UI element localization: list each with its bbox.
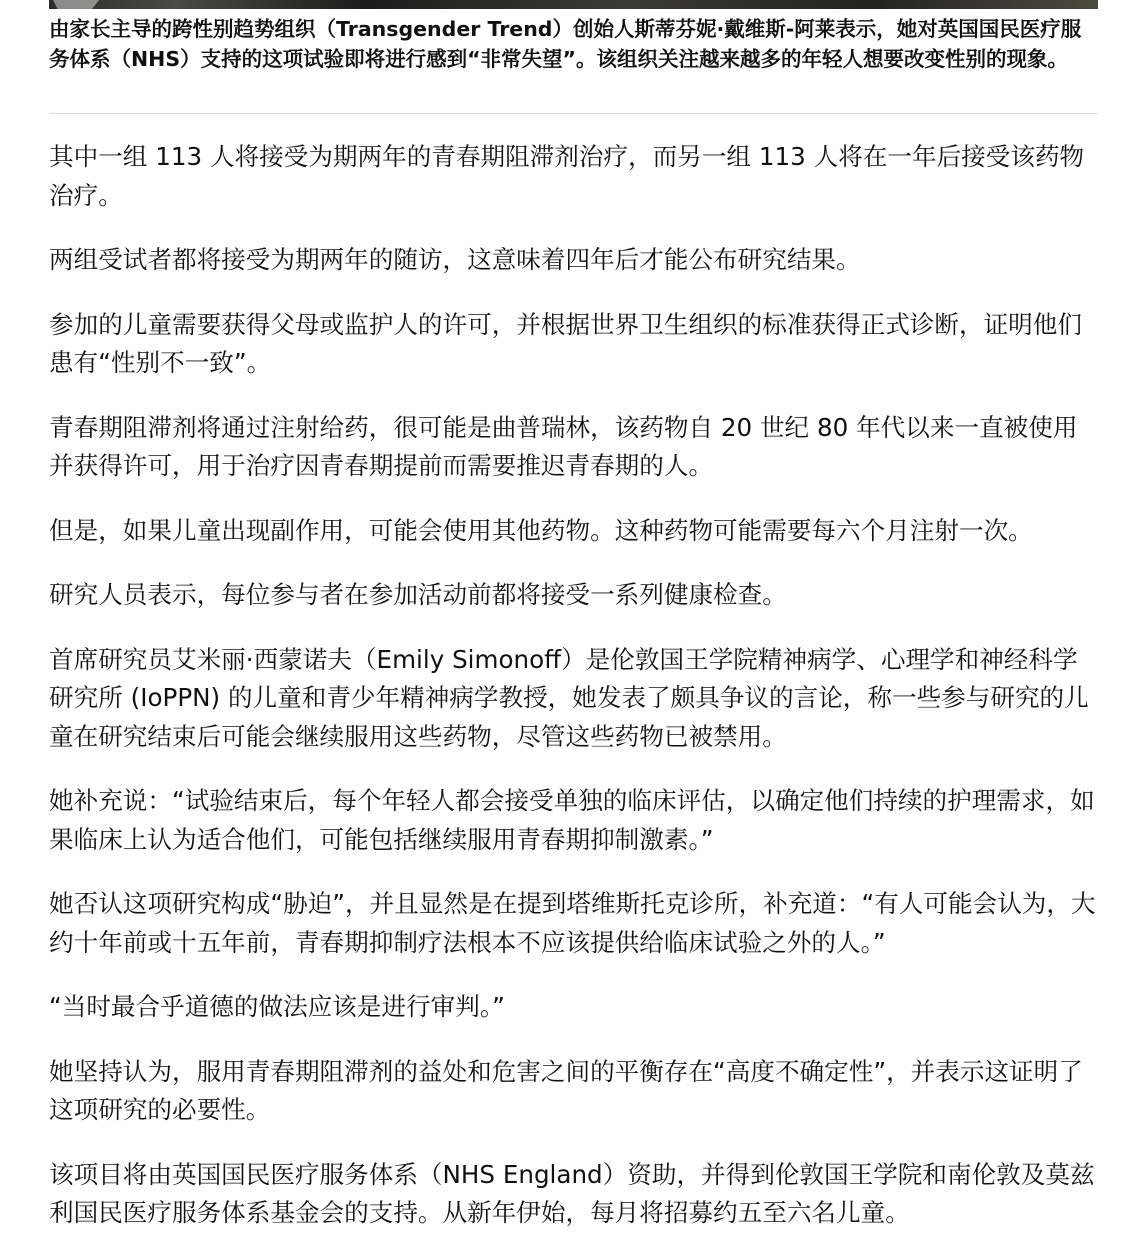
photo-caption: 由家长主导的跨性别趋势组织（Transgender Trend）创始人斯蒂芬妮·戴维斯-阿莱表示，她对英国国民医疗服务体系（NHS）支持的这项试验即将进行感到“非常失望”。该组织关注越来越多的年轻人想要改变性别的现象。: [49, 17, 1082, 71]
caption-divider: [49, 113, 1098, 114]
article-paragraph: 青春期阻滞剂将通过注射给药，很可能是曲普瑞林，该药物自 20 世纪 80 年代以来一直被使用并获得许可，用于治疗因青春期提前而需要推迟青春期的人。: [49, 412, 1078, 480]
article-paragraph: 她补充说：“试验结束后，每个年轻人都会接受单独的临床评估，以确定他们持续的护理需求，如果临床上认为适合他们，可能包括继续服用青春期抑制激素。”: [49, 786, 1095, 854]
article-paragraph: 该项目将由英国国民医疗服务体系（NHS England）资助，并得到伦敦国王学院和南伦敦及莫兹利国民医疗服务体系基金会的支持。从新年伊始，每月将招募约五至六名儿童。: [49, 1159, 1095, 1227]
article-paragraph: 但是，如果儿童出现副作用，可能会使用其他药物。这种药物可能需要每六个月注射一次。: [49, 515, 1033, 545]
article-paragraph: 其中一组 113 人将接受为期两年的青春期阻滞剂治疗，而另一组 113 人将在一年后接受该药物治疗。: [49, 142, 1085, 210]
article-paragraph: 研究人员表示，每位参与者在参加活动前都将接受一系列健康检查。: [49, 580, 787, 609]
article-paragraph: 两组受试者都将接受为期两年的随访，这意味着四年后才能公布研究结果。: [49, 245, 861, 274]
article-paragraph: 首席研究员艾米丽·西蒙诺夫（Emily Simonoff）是伦敦国王学院精神病学、心理学和神经科学研究所 (IoPPN) 的儿童和青少年精神病学教授，她发表了颇具争议的言论，称一些参与研究的儿童在研究结束后可能会继续服用这些药物，尽管这些药物已被禁用。: [49, 644, 1089, 751]
article-body: [49, 138, 1101, 1259]
article-paragraph: “当时最合乎道德的做法应该是进行审判。”: [49, 992, 505, 1021]
article-paragraph: 她否认这项研究构成“胁迫”，并且显然是在提到塔维斯托克诊所，补充道：“有人可能会认为，大约十年前或十五年前，青春期抑制疗法根本不应该提供给临床试验之外的人。”: [49, 889, 1096, 957]
article-photo: [49, 0, 1098, 9]
photo-icon: [53, 0, 99, 9]
article-paragraph: 她坚持认为，服用青春期阻滞剂的益处和危害之间的平衡存在“高度不确定性”，并表示这证明了这项研究的必要性。: [49, 1056, 1083, 1124]
article-paragraph: 参加的儿童需要获得父母或监护人的许可，并根据世界卫生组织的标准获得正式诊断，证明他们患有“性别不一致”。: [49, 309, 1082, 377]
